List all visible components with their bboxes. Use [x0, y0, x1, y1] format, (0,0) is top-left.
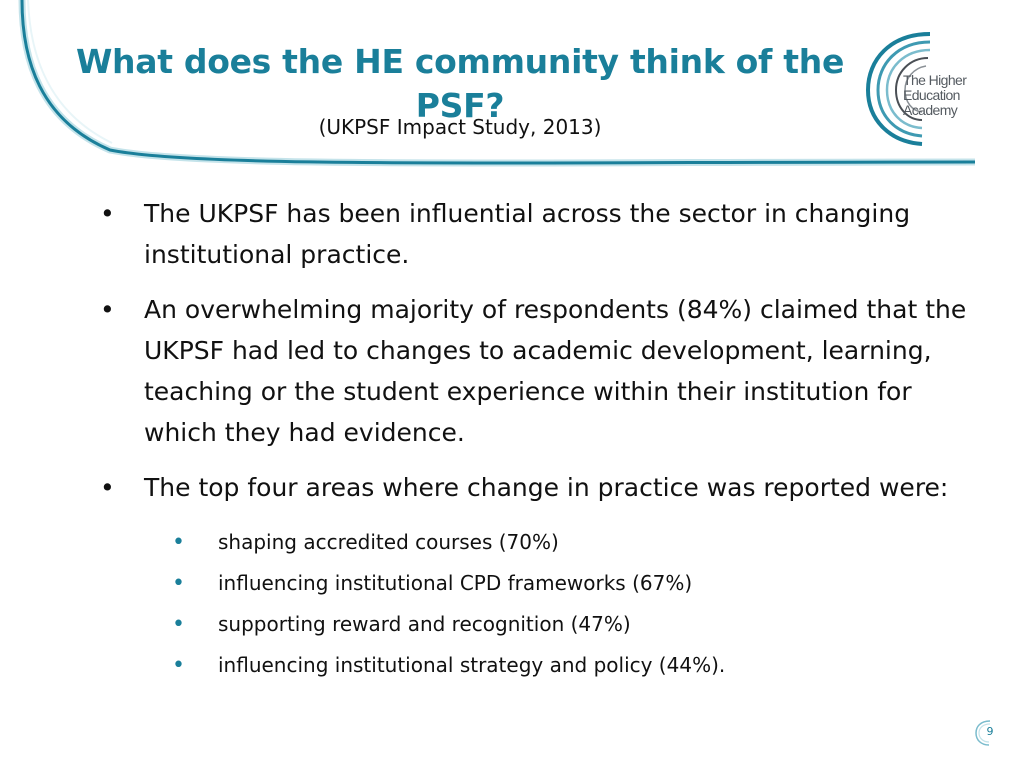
bullet-item	[100, 193, 980, 275]
bullet-item	[100, 289, 980, 453]
sub-bullet-text: influencing institutional strategy and policy (44%).	[218, 653, 726, 677]
sub-bullet-item	[172, 645, 980, 686]
sub-bullet-list	[100, 522, 980, 686]
bullet-dot-icon: •	[172, 612, 185, 637]
sub-bullet-item	[172, 522, 980, 563]
sub-bullet-item	[172, 563, 980, 604]
bullet-dot-icon: •	[100, 199, 115, 228]
bullet-dot-icon: •	[172, 530, 185, 555]
logo-line: The Higher	[903, 72, 967, 88]
page-number-label: 9	[986, 725, 994, 738]
page-number	[974, 719, 1006, 747]
logo-line: Education	[903, 87, 960, 103]
hea-logo-text	[903, 73, 1003, 118]
bullet-text: An overwhelming majority of respondents (84%) claimed that the UKPSF had led to changes to academic development, learning, teaching or the student experience within their institution for which they had evidence.	[144, 295, 967, 447]
bullet-dot-icon: •	[100, 295, 115, 324]
sub-bullet-item	[172, 604, 980, 645]
sub-bullet-text: supporting reward and recognition (47%)	[218, 612, 631, 636]
bullet-text: The top four areas where change in practice was reported were:	[144, 473, 949, 502]
sub-bullet-text: shaping accredited courses (70%)	[218, 530, 559, 554]
slide-body	[100, 193, 980, 686]
bullet-text: The UKPSF has been influential across the sector in changing institutional practice.	[144, 199, 911, 269]
bullet-dot-icon: •	[172, 571, 185, 596]
slide-title: What does the HE community think of the PSF?	[75, 42, 845, 126]
bullet-item	[100, 467, 980, 508]
bullet-dot-icon: •	[172, 653, 185, 678]
slide-subtitle: (UKPSF Impact Study, 2013)	[318, 115, 602, 139]
sub-bullet-text: influencing institutional CPD frameworks (67%)	[218, 571, 693, 595]
bullet-dot-icon: •	[100, 473, 115, 502]
logo-line: Academy	[903, 102, 958, 118]
